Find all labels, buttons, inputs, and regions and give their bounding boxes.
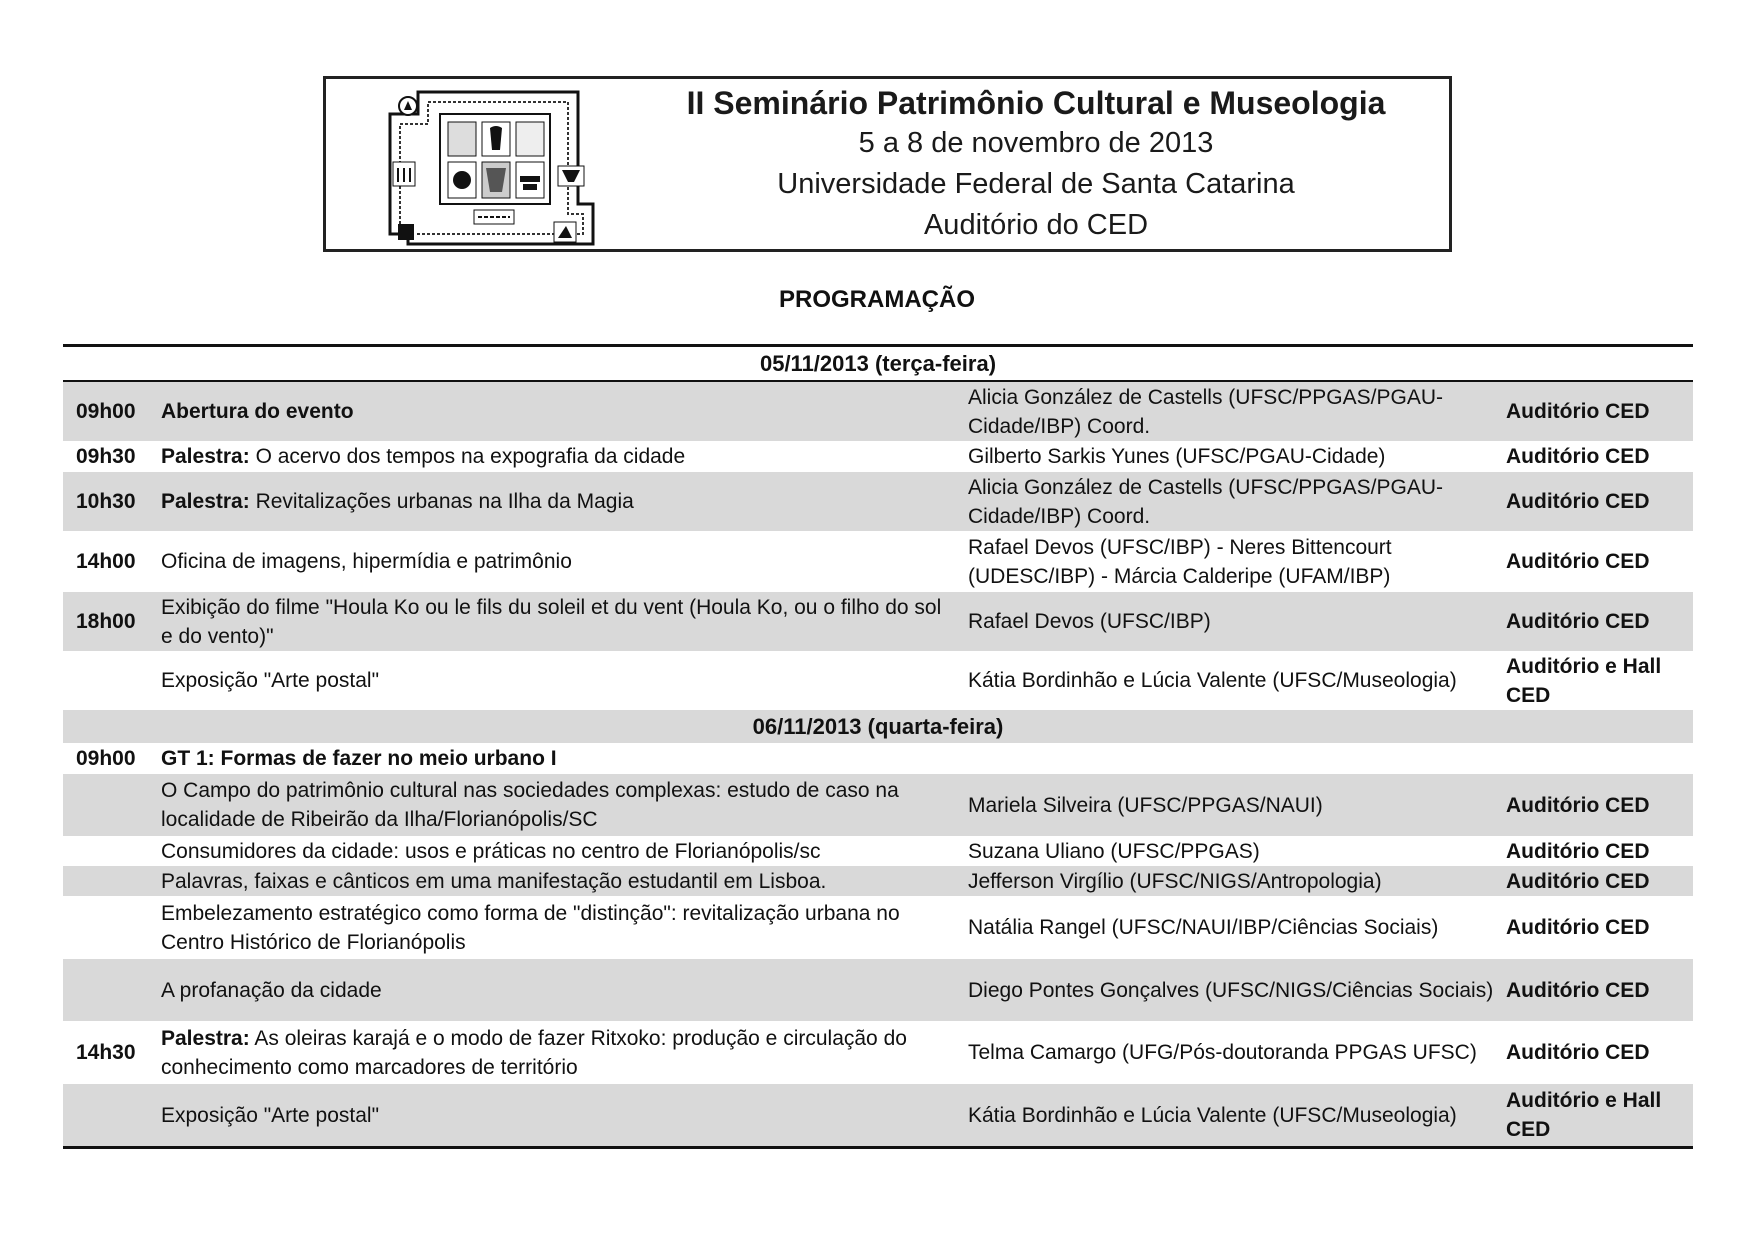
location-cell: Auditório CED <box>1506 610 1650 633</box>
location-cell: Auditório CED <box>1506 490 1650 513</box>
responsible-cell: Kátia Bordinhão e Lúcia Valente (UFSC/Museologia) <box>968 1103 1457 1127</box>
responsible-cell: Mariela Silveira (UFSC/PPGAS/NAUI) <box>968 793 1323 817</box>
table-row <box>63 774 1693 836</box>
lecture-label: Palestra: <box>161 1026 250 1050</box>
location-cell: Auditório e Hall CED <box>1506 1089 1662 1141</box>
table-row <box>63 959 1693 1021</box>
location-cell: Auditório CED <box>1506 869 1650 893</box>
time-cell: 18h00 <box>76 610 136 633</box>
location-cell: Auditório CED <box>1506 445 1650 468</box>
lecture-label: Palestra: <box>161 490 250 513</box>
responsible-cell: Alicia González de Castells (UFSC/PPGAS/PGAU-Cidade/IBP) Coord. <box>968 385 1443 438</box>
responsible-cell: Diego Pontes Gonçalves (UFSC/NIGS/Ciências Sociais) <box>968 978 1494 1002</box>
event-university: Universidade Federal de Santa Catarina <box>777 167 1295 200</box>
table-row <box>63 441 1693 472</box>
time-cell: 10h30 <box>76 490 136 513</box>
table-row <box>63 1021 1693 1084</box>
location-cell: Auditório CED <box>1506 839 1650 863</box>
responsible-cell: Rafael Devos (UFSC/IBP) - Neres Bittencourt (UDESC/IBP) - Márcia Calderipe (UFAM/IBP) <box>968 535 1392 588</box>
activity-cell: Exposição "Arte postal" <box>161 1103 380 1127</box>
time-cell: 09h30 <box>76 445 136 468</box>
activity-cell: Exposição "Arte postal" <box>161 669 380 692</box>
activity-cell: Palavras, faixas e cânticos em uma manifestação estudantil em Lisboa. <box>161 869 827 893</box>
table-row <box>63 531 1693 592</box>
activity-text: O acervo dos tempos na expografia da cidade <box>255 445 686 468</box>
responsible-cell: Gilberto Sarkis Yunes (UFSC/PGAU-Cidade) <box>968 445 1386 468</box>
location-cell: Auditório e Hall CED <box>1506 654 1662 707</box>
event-venue: Auditório do CED <box>923 208 1149 241</box>
event-title: II Seminário Patrimônio Cultural e Museologia <box>686 84 1386 121</box>
activity-cell: Oficina de imagens, hipermídia e patrimônio <box>161 550 572 573</box>
lecture-label: Palestra: <box>161 445 250 468</box>
event-dates: 5 a 8 de novembro de 2013 <box>858 126 1214 159</box>
program-title: PROGRAMAÇÃO <box>779 286 975 313</box>
event-header-text <box>626 79 1446 249</box>
activity-text: As oleiras karajá e o modo de fazer Ritxoko: produção e circulação do conhecimento como marcadores de território <box>161 1026 907 1079</box>
museum-floorplan-logo <box>378 84 600 250</box>
responsible-cell: Kátia Bordinhão e Lúcia Valente (UFSC/Museologia) <box>968 669 1457 692</box>
table-row <box>63 651 1693 710</box>
event-header-box <box>323 76 1452 252</box>
responsible-cell: Telma Camargo (UFG/Pós-doutoranda PPGAS UFSC) <box>968 1041 1477 1064</box>
table-row <box>63 1084 1693 1146</box>
table-row <box>63 592 1693 651</box>
activity-cell <box>161 442 968 471</box>
activity-cell: A profanação da cidade <box>161 978 382 1002</box>
time-cell: 09h00 <box>76 400 136 423</box>
table-row <box>63 866 1693 896</box>
time-cell: 14h00 <box>76 550 136 573</box>
program-table <box>63 344 1693 1149</box>
responsible-cell: Natália Rangel (UFSC/NAUI/IBP/Ciências Sociais) <box>968 916 1439 939</box>
location-cell: Auditório CED <box>1506 400 1650 423</box>
responsible-cell: Jefferson Virgílio (UFSC/NIGS/Antropologia) <box>968 869 1382 893</box>
activity-cell <box>161 487 968 516</box>
time-cell: 14h30 <box>76 1041 136 1064</box>
day-header: 05/11/2013 (terça-feira) <box>63 347 1693 382</box>
table-row <box>63 743 1693 774</box>
activity-cell: Embelezamento estratégico como forma de "distinção": revitalização urbana no Centro Histórico de Florianópolis <box>161 901 900 954</box>
activity-text: Revitalizações urbanas na Ilha da Magia <box>255 490 634 513</box>
table-row <box>63 382 1693 441</box>
location-cell: Auditório CED <box>1506 550 1650 573</box>
activity-cell: GT 1: Formas de fazer no meio urbano I <box>161 747 557 770</box>
responsible-cell: Rafael Devos (UFSC/IBP) <box>968 610 1211 633</box>
responsible-cell: Alicia González de Castells (UFSC/PPGAS/PGAU-Cidade/IBP) Coord. <box>968 475 1443 528</box>
table-row <box>63 472 1693 531</box>
activity-cell <box>161 1024 968 1082</box>
activity-cell: Abertura do evento <box>161 400 354 423</box>
location-cell: Auditório CED <box>1506 1041 1650 1064</box>
time-cell: 09h00 <box>76 747 136 770</box>
day-header: 06/11/2013 (quarta-feira) <box>63 710 1693 743</box>
responsible-cell: Suzana Uliano (UFSC/PPGAS) <box>968 839 1260 863</box>
activity-cell: Exibição do filme "Houla Ko ou le fils du soleil et du vent (Houla Ko, ou o filho do sol e do vento)" <box>161 595 942 648</box>
table-row <box>63 836 1693 866</box>
location-cell: Auditório CED <box>1506 978 1650 1002</box>
location-cell: Auditório CED <box>1506 793 1650 817</box>
location-cell: Auditório CED <box>1506 916 1650 939</box>
table-row <box>63 896 1693 959</box>
activity-cell: O Campo do patrimônio cultural nas sociedades complexas: estudo de caso na localidade de Ribeirão da Ilha/Florianópolis/SC <box>161 779 899 831</box>
activity-cell: Consumidores da cidade: usos e práticas no centro de Florianópolis/sc <box>161 839 821 863</box>
